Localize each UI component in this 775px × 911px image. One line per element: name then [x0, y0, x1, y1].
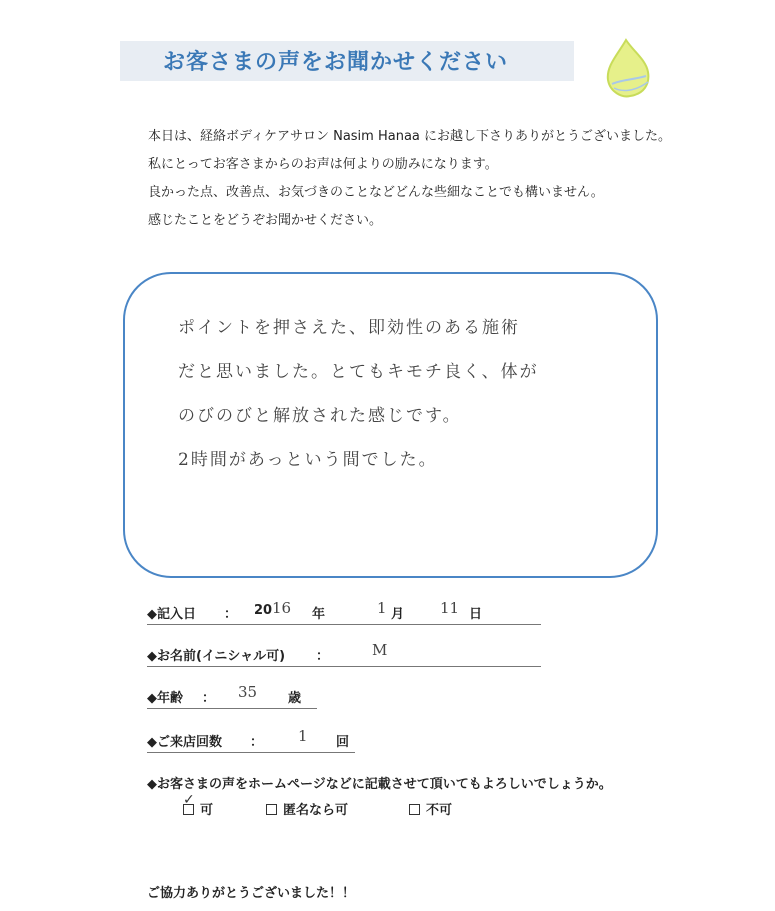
name-value[interactable]: M [372, 641, 388, 659]
checkbox[interactable] [409, 804, 420, 815]
intro-text [148, 123, 671, 235]
day-unit: 日 [469, 607, 483, 622]
year-prefix: 20 [254, 603, 273, 618]
comment-line: ポイントを押さえた、即効性のある施術 [178, 318, 520, 338]
date-colon: ： [224, 607, 238, 622]
option-deny[interactable] [409, 799, 452, 818]
checkbox[interactable] [266, 804, 277, 815]
day-value[interactable]: 11 [440, 599, 460, 617]
intro-line: 私にとってお客さまからのお声は何よりの励みになります。 [148, 157, 498, 172]
name-colon: ： [316, 649, 330, 664]
check-mark-icon: ✓ [183, 792, 195, 808]
age-unit: 歳 [288, 691, 302, 706]
intro-line: 感じたことをどうぞお聞かせください。 [148, 213, 383, 228]
permission-question: ◆お客さまの声をホームページなどに記載させて頂いてもよろしいでしょうか。 [147, 777, 612, 792]
name-underline [147, 666, 541, 667]
name-label: ◆お名前(イニシャル可) [147, 649, 286, 664]
leaf-drop-logo-icon [596, 36, 662, 102]
option-label: 可 [200, 803, 214, 818]
visits-label: ◆ご来店回数 [147, 735, 222, 750]
date-label: ◆記入日 [147, 607, 196, 622]
page-title: お客さまの声をお聞かせください [163, 50, 509, 75]
option-label: 不可 [426, 803, 453, 818]
intro-line: 良かった点、改善点、お気づきのことなどどんな些細なことでも構いません。 [148, 185, 604, 200]
intro-line: 本日は、経絡ボディケアサロン Nasim Hanaa にお越し下さりありがとうございました。 [148, 129, 672, 144]
comment-line: だと思いました。とてもキモチ良く、体が [178, 362, 539, 382]
age-colon: ： [202, 691, 216, 706]
age-underline [147, 708, 317, 709]
comment-line: のびのびと解放された感じです。 [178, 406, 462, 426]
visits-colon: ： [250, 735, 264, 750]
year-value[interactable]: 16 [272, 599, 292, 617]
year-unit: 年 [312, 607, 326, 622]
comment-text [178, 306, 539, 482]
age-value[interactable]: 35 [238, 683, 258, 701]
date-underline [147, 624, 541, 625]
visits-unit: 回 [336, 735, 350, 750]
visits-underline [147, 752, 355, 753]
age-label: ◆年齢 [147, 691, 183, 706]
visits-value[interactable]: 1 [298, 727, 308, 745]
option-anonymous[interactable] [266, 799, 348, 818]
comment-line: 2時間があっという間でした。 [178, 450, 438, 470]
month-unit: 月 [391, 607, 405, 622]
month-value[interactable]: 1 [377, 599, 387, 617]
thanks-text: ご協力ありがとうございました！！ [147, 886, 356, 901]
option-label: 匿名なら可 [283, 803, 349, 818]
